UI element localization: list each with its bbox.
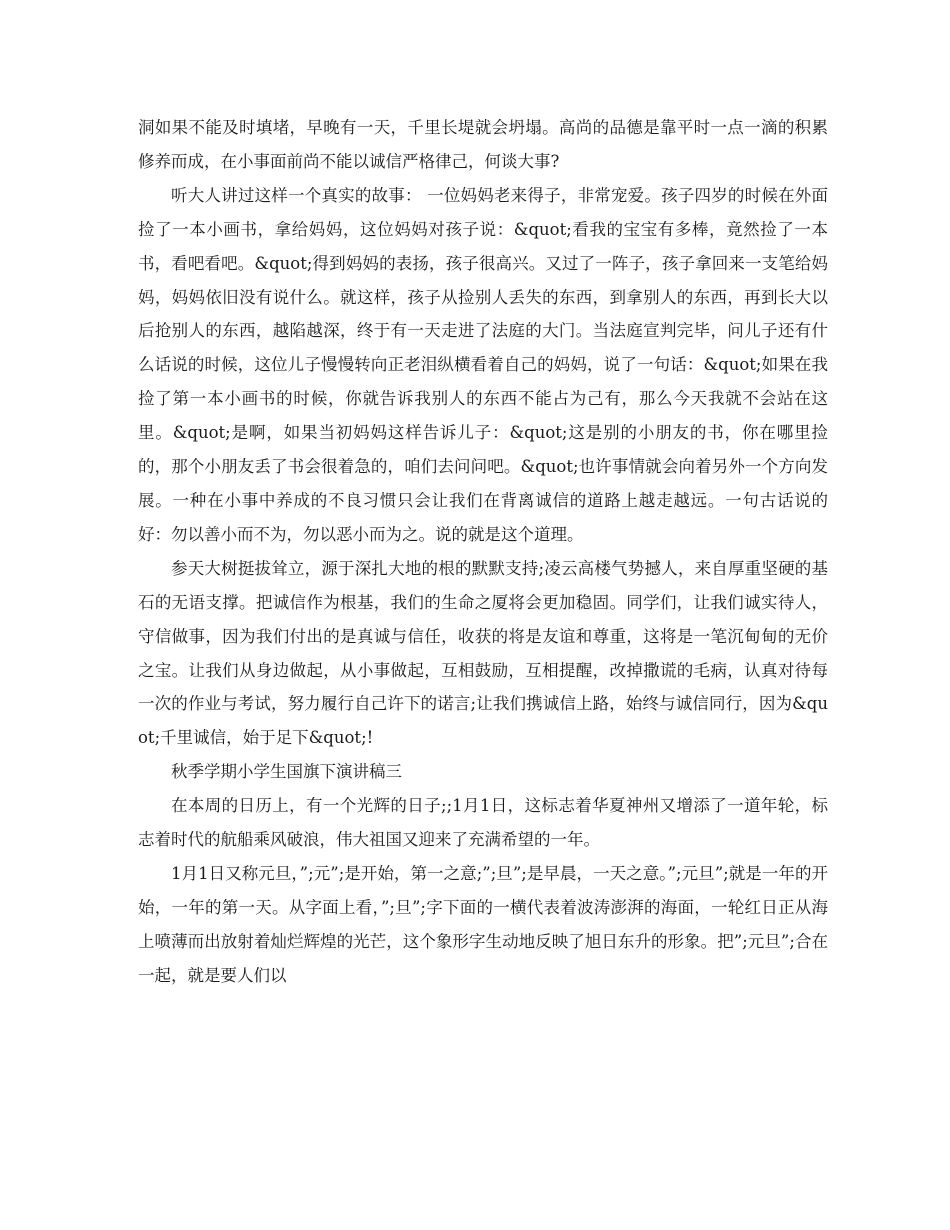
paragraph-5: 1月1日又称元旦，”;元”;是开始，第一之意;”;旦”;是早晨，一天之意。”;元旦”;就是一年的开始，一年的第一天。从字面上看，”;旦”;字下面的一横代表着波涛澎湃的海面，一轮红日正从海上喷薄而出放射着灿烂辉煌的光芒，这个象形字生动地反映了旭日东升的形象。把”;元旦”;合在一起，就是要人们以 <box>138 863 828 985</box>
paragraph-3: 参天大树挺拔耸立，源于深扎大地的根的默默支持;凌云高楼气势撼人，来自厚重坚硬的基石的无语支撑。把诚信作为根基，我们的生命之厦将会更加稳固。同学们，让我们诚实待人，守信做事，因为我们付出的是真诚与信任，收获的将是友谊和尊重，这将是一笔沉甸甸的无价之宝。让我们从身边做起，从小事做起，互相鼓励，互相提醒，改掉撒谎的毛病，认真对待每一次的作业与考试，努力履行自己许下的诺言;让我们携诚信上路，始终与诚信同行，因为&quot;千里诚信，始于足下&quot;! <box>138 558 828 748</box>
paragraph-4: 在本周的日历上，有一个光辉的日子;;1月1日，这标志着华夏神州又增添了一道年轮，标志着时代的航船乘风破浪，伟大祖国又迎来了充满希望的一年。 <box>138 796 828 850</box>
paragraph-1: 洞如果不能及时填堵，早晚有一天，千里长堤就会坍塌。高尚的品德是靠平时一点一滴的积累修养而成，在小事面前尚不能以诚信严格律己，何谈大事? <box>138 118 828 171</box>
document-page <box>138 111 828 993</box>
paragraph-2: 听大人讲过这样一个真实的故事： 一位妈妈老来得子，非常宠爱。孩子四岁的时候在外面捡了一本小画书，拿给妈妈，这位妈妈对孩子说：&quot;看我的宝宝有多棒，竟然捡了一本书，看吧看吧。&quot;得到妈妈的表扬，孩子很高兴。又过了一阵子，孩子拿回来一支笔给妈妈，妈妈依旧没有说什么。就这样，孩子从捡别人丢失的东西，到拿别人的东西，再到长大以后抢别人的东西，越陷越深，终于有一天走进了法庭的大门。当法庭宣判完毕，问儿子还有什么话说的时候，这位儿子慢慢转向正老泪纵横看着自己的妈妈，说了一句话：&quot;如果在我捡了第一本小画书的时候，你就告诉我别人的东西不能占为己有，那么今天我就不会站在这里。&quot;是啊，如果当初妈妈这样告诉儿子：&quot;这是别的小朋友的书，你在哪里捡的，那个小朋友丢了书会很着急的，咱们去问问吧。&quot;也许事情就会向着另外一个方向发展。一种在小事中养成的不良习惯只会让我们在背离诚信的道路上越走越远。一句古话说的好：勿以善小而不为，勿以恶小而为之。说的就是这个道理。 <box>138 185 828 544</box>
section-heading: 秋季学期小学生国旗下演讲稿三 <box>171 762 402 782</box>
